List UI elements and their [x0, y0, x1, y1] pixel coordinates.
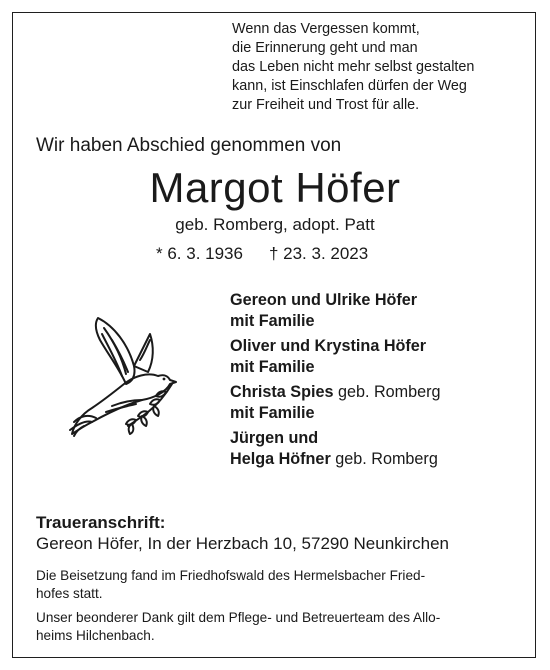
mourner-name: Oliver und Krystina Höfer [230, 337, 427, 355]
mourner-birth-name: geb. Romberg [330, 449, 438, 468]
thanks-note-line: Unser beonderer Dank gilt dem Pflege- und Betreuerteam des Allo- [36, 610, 441, 625]
address-label: Traueranschrift: [36, 513, 166, 532]
dove-with-olive-branch-icon [62, 310, 192, 440]
mourner-name: Gereon und Ulrike Höfer [230, 291, 418, 309]
mourner-name: Christa Spies [230, 383, 334, 401]
poem-line: das Leben nicht mehr selbst gestalten [232, 59, 475, 75]
deceased-name: Margot Höfer [149, 164, 401, 211]
mourner-family: mit Familie [230, 357, 315, 376]
mourner-family: mit Familie [230, 311, 315, 330]
mourner-name-line [230, 449, 530, 470]
burial-note-line: Die Beisetzung fand im Friedhofswald des Hermelsbacher Fried- [36, 568, 426, 583]
burial-note-line: hofes statt. [36, 585, 103, 601]
intro-text: Wir haben Abschied genommen von [36, 135, 342, 156]
mourner-name: Helga Höfner [230, 449, 331, 468]
life-dates [156, 243, 368, 265]
mourner-entry [230, 382, 530, 423]
burial-note [36, 567, 516, 602]
poem [232, 20, 532, 115]
address-text: Gereon Höfer, In der Herzbach 10, 57290 Neunkirchen [36, 534, 449, 553]
thanks-note [36, 609, 516, 644]
mourners-list [230, 290, 530, 474]
thanks-note-line: heims Hilchenbach. [36, 627, 155, 643]
mourner-entry [230, 290, 530, 331]
poem-line: die Erinnerung geht und man [232, 40, 418, 56]
death-date: † 23. 3. 2023 [268, 244, 369, 263]
poem-line: zur Freiheit und Trost für alle. [232, 97, 420, 113]
mourner-entry [230, 428, 530, 469]
birth-name: geb. Romberg, adopt. Patt [175, 215, 375, 234]
birth-date: * 6. 3. 1936 [156, 244, 243, 263]
mourner-family: mit Familie [230, 403, 315, 422]
mourner-name: Jürgen und [230, 429, 319, 447]
mourner-entry [230, 336, 530, 377]
mourner-birth-name: geb. Romberg [333, 383, 441, 401]
poem-line: Wenn das Vergessen kommt, [232, 21, 420, 37]
poem-line: kann, ist Einschlafen dürfen der Weg [232, 78, 467, 94]
mourner-name-line [230, 382, 530, 403]
